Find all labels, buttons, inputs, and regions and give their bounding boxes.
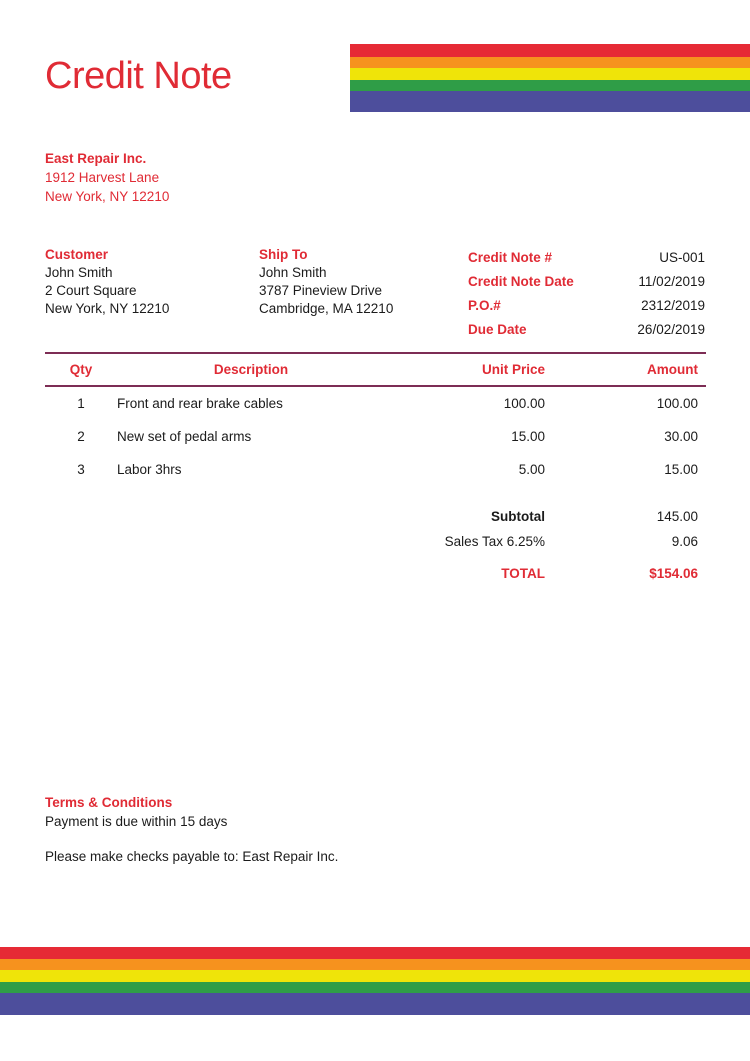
customer-address-line2: New York, NY 12210 xyxy=(45,301,170,316)
company-name: East Repair Inc. xyxy=(45,151,147,166)
stripe-orange xyxy=(350,57,750,68)
ship-to-block xyxy=(259,246,393,318)
po-number-label: P.O.# xyxy=(468,298,501,313)
subtotal-row xyxy=(45,508,706,526)
totals-block xyxy=(45,508,706,583)
stripe-yellow xyxy=(350,68,750,80)
credit-note-number-value: US-001 xyxy=(659,250,705,265)
detail-row-po-number xyxy=(468,294,705,318)
item-unit-price: 100.00 xyxy=(503,396,545,411)
ship-to-name: John Smith xyxy=(259,265,327,280)
ship-to-label: Ship To xyxy=(259,247,308,262)
item-qty: 1 xyxy=(77,396,85,411)
item-qty: 3 xyxy=(77,462,85,477)
sales-tax-value: 9.06 xyxy=(671,534,698,549)
ship-to-address-line1: 3787 Pineview Drive xyxy=(259,283,383,298)
item-description: Front and rear brake cables xyxy=(117,396,283,411)
credit-note-details xyxy=(468,246,705,342)
detail-row-credit-note-number xyxy=(468,246,705,270)
subtotal-value: 145.00 xyxy=(656,509,698,524)
due-date-value: 26/02/2019 xyxy=(637,322,705,337)
item-description: New set of pedal arms xyxy=(117,429,252,444)
page-title: Credit Note xyxy=(45,55,232,97)
table-row xyxy=(45,453,706,486)
company-address-line1: 1912 Harvest Lane xyxy=(45,170,160,185)
total-value: $154.06 xyxy=(649,566,698,581)
stripe-blue xyxy=(0,993,750,1015)
item-qty: 2 xyxy=(77,429,85,444)
po-number-value: 2312/2019 xyxy=(641,298,705,313)
stripe-orange xyxy=(0,959,750,970)
item-unit-price: 15.00 xyxy=(511,429,545,444)
company-address-line2: New York, NY 12210 xyxy=(45,189,170,204)
customer-address-line1: 2 Court Square xyxy=(45,283,137,298)
credit-note-date-value: 11/02/2019 xyxy=(638,274,705,289)
rainbow-banner-bottom xyxy=(0,947,750,1015)
stripe-red xyxy=(0,947,750,959)
total-label: TOTAL xyxy=(501,566,545,581)
due-date-label: Due Date xyxy=(468,322,527,337)
sales-tax-label: Sales Tax 6.25% xyxy=(444,534,545,549)
stripe-green xyxy=(350,80,750,91)
header-description: Description xyxy=(213,362,289,377)
header-qty: Qty xyxy=(69,362,93,377)
stripe-green xyxy=(0,982,750,993)
credit-note-number-label: Credit Note # xyxy=(468,250,553,265)
items-table xyxy=(45,352,706,486)
customer-label: Customer xyxy=(45,247,109,262)
item-description: Labor 3hrs xyxy=(117,462,182,477)
customer-name: John Smith xyxy=(45,265,113,280)
terms-title: Terms & Conditions xyxy=(45,795,173,810)
credit-note-date-label: Credit Note Date xyxy=(468,274,574,289)
total-row xyxy=(45,565,706,583)
stripe-yellow xyxy=(0,970,750,982)
terms-block xyxy=(45,793,338,866)
items-table-header xyxy=(45,354,706,385)
detail-row-due-date xyxy=(468,318,705,342)
ship-to-address-line2: Cambridge, MA 12210 xyxy=(259,301,394,316)
item-unit-price: 5.00 xyxy=(518,462,545,477)
table-row xyxy=(45,420,706,453)
customer-block xyxy=(45,246,169,318)
company-block xyxy=(45,149,169,206)
item-amount: 30.00 xyxy=(664,429,698,444)
item-amount: 100.00 xyxy=(656,396,698,411)
item-amount: 15.00 xyxy=(664,462,698,477)
stripe-blue xyxy=(350,91,750,112)
terms-line-checks: Please make checks payable to: East Repair Inc. xyxy=(45,849,339,864)
stripe-red xyxy=(350,44,750,57)
sales-tax-row xyxy=(45,533,706,551)
rainbow-banner-top xyxy=(350,44,750,112)
header-amount: Amount xyxy=(647,362,698,377)
terms-line-payment: Payment is due within 15 days xyxy=(45,814,228,829)
table-row xyxy=(45,387,706,420)
subtotal-label: Subtotal xyxy=(491,509,545,524)
header-unit-price: Unit Price xyxy=(481,362,545,377)
detail-row-credit-note-date xyxy=(468,270,705,294)
